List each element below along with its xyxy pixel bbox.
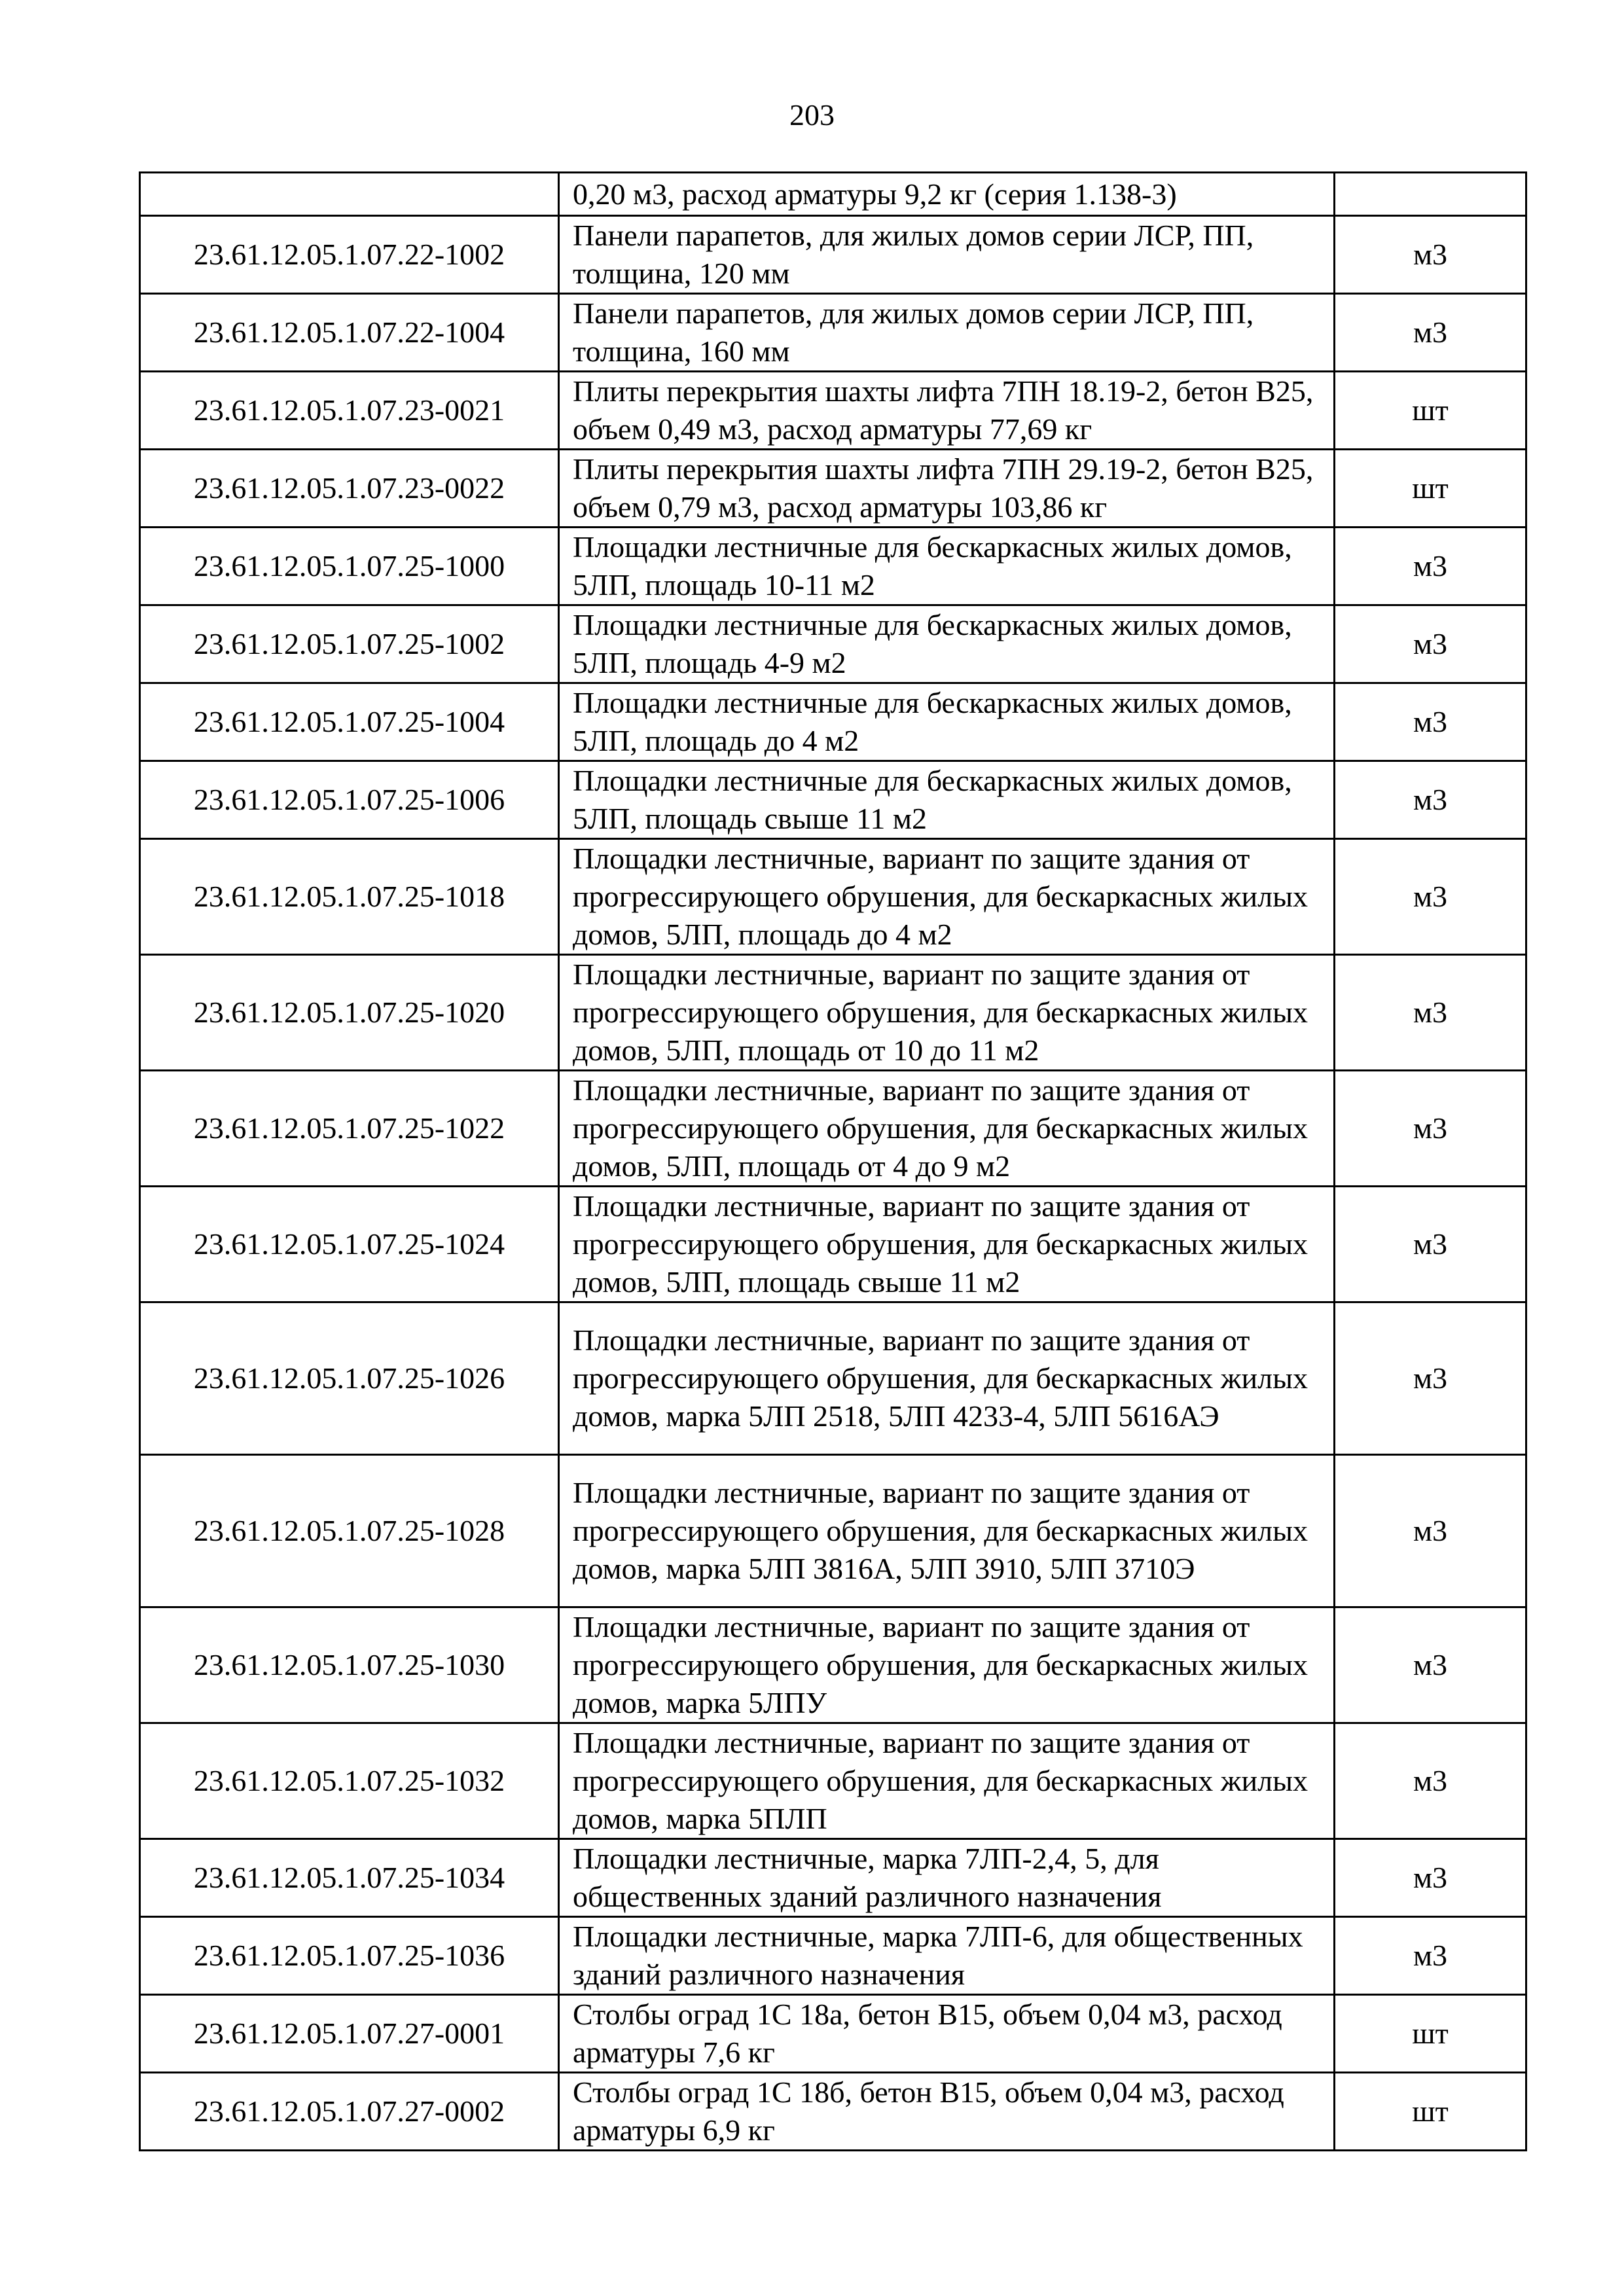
resource-description-cell: Площадки лестничные, марка 7ЛП-2,4, 5, для общественных зданий различного назначения: [559, 1839, 1335, 1917]
resource-description-cell: Площадки лестничные, вариант по защите здания от прогрессирующего обрушения, для бескаркасных жилых домов, 5ЛП, площадь свыше 11 м2: [559, 1187, 1335, 1302]
resource-code-cell: 23.61.12.05.1.07.25-1028: [140, 1455, 559, 1607]
unit-cell: м3: [1335, 761, 1526, 839]
unit-cell: м3: [1335, 1071, 1526, 1187]
resource-code-cell: 23.61.12.05.1.07.23-0022: [140, 450, 559, 528]
resource-description-cell: Площадки лестничные, вариант по защите здания от прогрессирующего обрушения, для бескаркасных жилых домов, марка 5ЛП 3816А, 5ЛП 3910, 5ЛП 3710Э: [559, 1455, 1335, 1607]
resource-description-cell: Плиты перекрытия шахты лифта 7ПН 29.19-2, бетон В25, объем 0,79 м3, расход арматуры 103,86 кг: [559, 450, 1335, 528]
resource-code-cell: 23.61.12.05.1.07.25-1022: [140, 1071, 559, 1187]
resource-description-cell: Панели парапетов, для жилых домов серии ЛСР, ПП, толщина, 120 мм: [559, 216, 1335, 294]
resource-description-cell: Площадки лестничные, вариант по защите здания от прогрессирующего обрушения, для бескаркасных жилых домов, марка 5ПЛП: [559, 1723, 1335, 1839]
resource-description-cell: Столбы оград 1С 18а, бетон В15, объем 0,04 м3, расход арматуры 7,6 кг: [559, 1995, 1335, 2073]
resource-description-cell: Площадки лестничные, вариант по защите здания от прогрессирующего обрушения, для бескаркасных жилых домов, 5ЛП, площадь от 10 до 11 м2: [559, 955, 1335, 1071]
unit-cell: шт: [1335, 372, 1526, 450]
resource-code-cell: 23.61.12.05.1.07.27-0002: [140, 2073, 559, 2151]
table-row: [140, 1187, 1526, 1302]
unit-cell: м3: [1335, 1723, 1526, 1839]
resource-code-cell: 23.61.12.05.1.07.27-0001: [140, 1995, 559, 2073]
resource-description-cell: 0,20 м3, расход арматуры 9,2 кг (серия 1.138-3): [559, 173, 1335, 216]
table-body: [140, 173, 1526, 2151]
resource-code-cell: [140, 173, 559, 216]
resource-code-cell: 23.61.12.05.1.07.22-1002: [140, 216, 559, 294]
unit-cell: м3: [1335, 955, 1526, 1071]
resource-code-cell: 23.61.12.05.1.07.25-1030: [140, 1607, 559, 1723]
resource-description-cell: Плиты перекрытия шахты лифта 7ПН 18.19-2, бетон В25, объем 0,49 м3, расход арматуры 77,69 кг: [559, 372, 1335, 450]
unit-cell: шт: [1335, 2073, 1526, 2151]
table-row: [140, 2073, 1526, 2151]
table-row: [140, 173, 1526, 216]
table-row: [140, 1839, 1526, 1917]
resource-code-cell: 23.61.12.05.1.07.25-1020: [140, 955, 559, 1071]
unit-cell: м3: [1335, 528, 1526, 605]
resource-code-cell: 23.61.12.05.1.07.25-1024: [140, 1187, 559, 1302]
unit-cell: м3: [1335, 216, 1526, 294]
resource-code-cell: 23.61.12.05.1.07.23-0021: [140, 372, 559, 450]
resource-description-cell: Площадки лестничные для бескаркасных жилых домов, 5ЛП, площадь свыше 11 м2: [559, 761, 1335, 839]
table-row: [140, 839, 1526, 955]
resource-description-cell: Площадки лестничные, марка 7ЛП-6, для общественных зданий различного назначения: [559, 1917, 1335, 1995]
unit-cell: шт: [1335, 1995, 1526, 2073]
table-row: [140, 1995, 1526, 2073]
unit-cell: м3: [1335, 1917, 1526, 1995]
table-row: [140, 1455, 1526, 1607]
resource-description-cell: Площадки лестничные для бескаркасных жилых домов, 5ЛП, площадь 10-11 м2: [559, 528, 1335, 605]
resource-code-cell: 23.61.12.05.1.07.25-1026: [140, 1302, 559, 1455]
table-row: [140, 761, 1526, 839]
table-row: [140, 955, 1526, 1071]
resource-description-cell: Площадки лестничные, вариант по защите здания от прогрессирующего обрушения, для бескаркасных жилых домов, марка 5ЛПУ: [559, 1607, 1335, 1723]
resource-description-cell: Площадки лестничные для бескаркасных жилых домов, 5ЛП, площадь до 4 м2: [559, 683, 1335, 761]
table-row: [140, 1071, 1526, 1187]
resource-description-cell: Площадки лестничные, вариант по защите здания от прогрессирующего обрушения, для бескаркасных жилых домов, 5ЛП, площадь до 4 м2: [559, 839, 1335, 955]
table-row: [140, 683, 1526, 761]
table-row: [140, 1723, 1526, 1839]
table-row: [140, 528, 1526, 605]
table-row: [140, 294, 1526, 372]
resource-description-cell: Площадки лестничные, вариант по защите здания от прогрессирующего обрушения, для бескаркасных жилых домов, марка 5ЛП 2518, 5ЛП 4233-4, 5ЛП 5616АЭ: [559, 1302, 1335, 1455]
table-row: [140, 1302, 1526, 1455]
table-row: [140, 1607, 1526, 1723]
unit-cell: м3: [1335, 683, 1526, 761]
resource-code-cell: 23.61.12.05.1.07.22-1004: [140, 294, 559, 372]
table-row: [140, 372, 1526, 450]
table-row: [140, 1917, 1526, 1995]
unit-cell: м3: [1335, 1187, 1526, 1302]
unit-cell: м3: [1335, 1839, 1526, 1917]
unit-cell: м3: [1335, 1607, 1526, 1723]
resource-description-cell: Столбы оград 1С 18б, бетон В15, объем 0,04 м3, расход арматуры 6,9 кг: [559, 2073, 1335, 2151]
unit-cell: м3: [1335, 294, 1526, 372]
unit-cell: м3: [1335, 839, 1526, 955]
unit-cell: [1335, 173, 1526, 216]
resource-code-cell: 23.61.12.05.1.07.25-1032: [140, 1723, 559, 1839]
unit-cell: м3: [1335, 605, 1526, 683]
unit-cell: м3: [1335, 1302, 1526, 1455]
resource-code-cell: 23.61.12.05.1.07.25-1034: [140, 1839, 559, 1917]
resource-code-cell: 23.61.12.05.1.07.25-1018: [140, 839, 559, 955]
table-row: [140, 450, 1526, 528]
resource-code-cell: 23.61.12.05.1.07.25-1006: [140, 761, 559, 839]
resource-description-cell: Панели парапетов, для жилых домов серии ЛСР, ПП, толщина, 160 мм: [559, 294, 1335, 372]
resource-code-cell: 23.61.12.05.1.07.25-1000: [140, 528, 559, 605]
page-number: 203: [789, 98, 835, 132]
resource-code-cell: 23.61.12.05.1.07.25-1004: [140, 683, 559, 761]
resource-code-cell: 23.61.12.05.1.07.25-1002: [140, 605, 559, 683]
resource-description-cell: Площадки лестничные для бескаркасных жилых домов, 5ЛП, площадь 4-9 м2: [559, 605, 1335, 683]
unit-cell: м3: [1335, 1455, 1526, 1607]
table-row: [140, 216, 1526, 294]
unit-cell: шт: [1335, 450, 1526, 528]
resource-description-cell: Площадки лестничные, вариант по защите здания от прогрессирующего обрушения, для бескаркасных жилых домов, 5ЛП, площадь от 4 до 9 м2: [559, 1071, 1335, 1187]
resource-table: [139, 171, 1527, 2151]
resource-code-cell: 23.61.12.05.1.07.25-1036: [140, 1917, 559, 1995]
table-row: [140, 605, 1526, 683]
